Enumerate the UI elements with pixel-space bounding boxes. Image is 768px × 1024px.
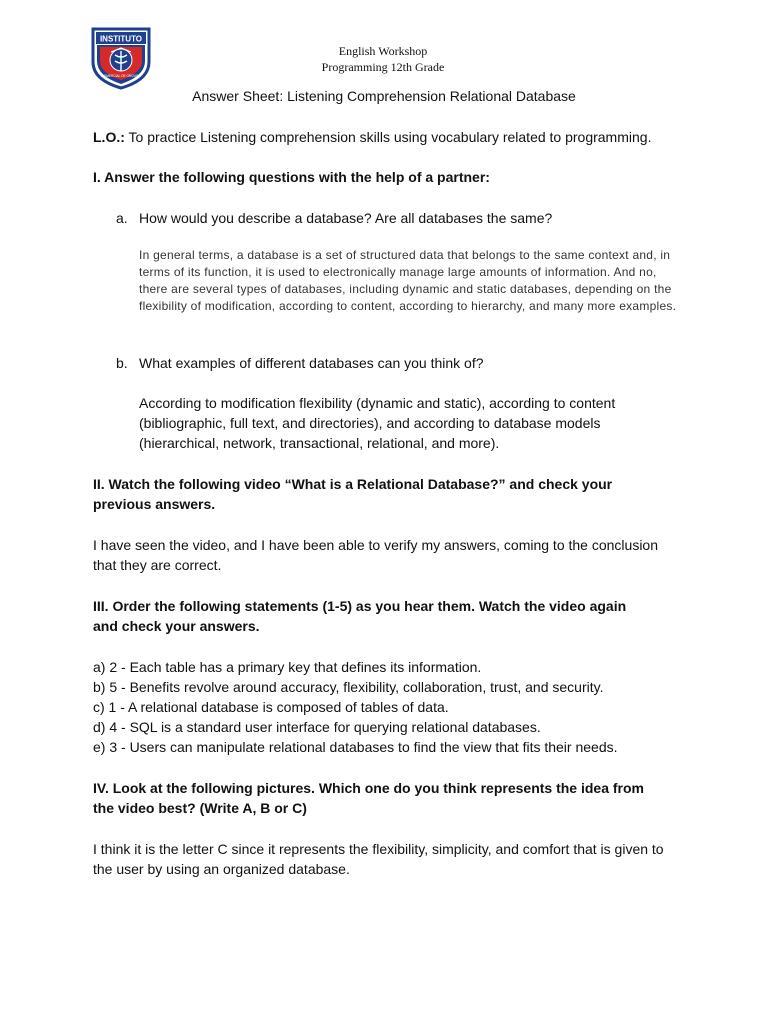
question-a-text: How would you describe a database? Are all databases the same? <box>139 210 553 226</box>
header-course: English Workshop <box>338 44 428 58</box>
question-a-label: a. <box>116 210 128 226</box>
list-item: d) 4 - SQL is a standard user interface for querying relational databases. <box>93 719 541 735</box>
page-title: Answer Sheet: Listening Comprehension Relational Database <box>192 88 576 104</box>
list-item: e) 3 - Users can manipulate relational databases to find the view that fits their needs. <box>93 739 618 755</box>
list-item: a) 2 - Each table has a primary key that defines its information. <box>93 659 482 675</box>
logo-text: INSTITUTO <box>99 34 143 44</box>
learning-objective <box>93 127 673 147</box>
section-1-heading: I. Answer the following questions with the help of a partner: <box>93 169 490 185</box>
answer-a: In general terms, a database is a set of structured data that belongs to the same context and, in terms of its function, it is used to electronically manage large amounts of information. And no, there are several types of databases, including dynamic and static databases, depending on the flexibility of modification, according to content, according to hierarchy, and many more examples. <box>139 248 677 313</box>
statement-list <box>93 657 673 757</box>
lo-text: To practice Listening comprehension skills using vocabulary related to programming. <box>124 129 652 145</box>
section-2-heading: II. Watch the following video “What is a Relational Database?” and check your previous answers. <box>93 476 613 512</box>
question-b-text: What examples of different databases can you think of? <box>139 355 484 371</box>
question-b-label: b. <box>116 355 128 371</box>
section-3-heading: III. Order the following statements (1-5) as you hear them. Watch the video again and check your answers. <box>93 598 627 634</box>
logo-ring-text: COMERCIAL DE ORIZABA <box>101 74 141 78</box>
lo-label: L.O.: <box>93 129 125 145</box>
header-grade: Programming 12th Grade <box>321 60 445 74</box>
list-item: c) 1 - A relational database is composed of tables of data. <box>93 699 449 715</box>
answer-b: According to modification flexibility (dynamic and static), according to content (bibliographic, full text, and directories), and according to database models (hierarchical, network, transactional, relational, and more). <box>139 395 616 451</box>
section-2-answer: I have seen the video, and I have been able to verify my answers, coming to the conclusion that they are correct. <box>93 537 658 573</box>
school-logo <box>90 26 152 90</box>
list-item: b) 5 - Benefits revolve around accuracy, flexibility, collaboration, trust, and security. <box>93 679 604 695</box>
section-4-answer: I think it is the letter C since it represents the flexibility, simplicity, and comfort that is given to the user by using an organized database. <box>93 841 664 877</box>
header-block <box>300 43 466 75</box>
section-4-heading: IV. Look at the following pictures. Which one do you think represents the idea from the video best? (Write A, B or C) <box>93 780 644 816</box>
